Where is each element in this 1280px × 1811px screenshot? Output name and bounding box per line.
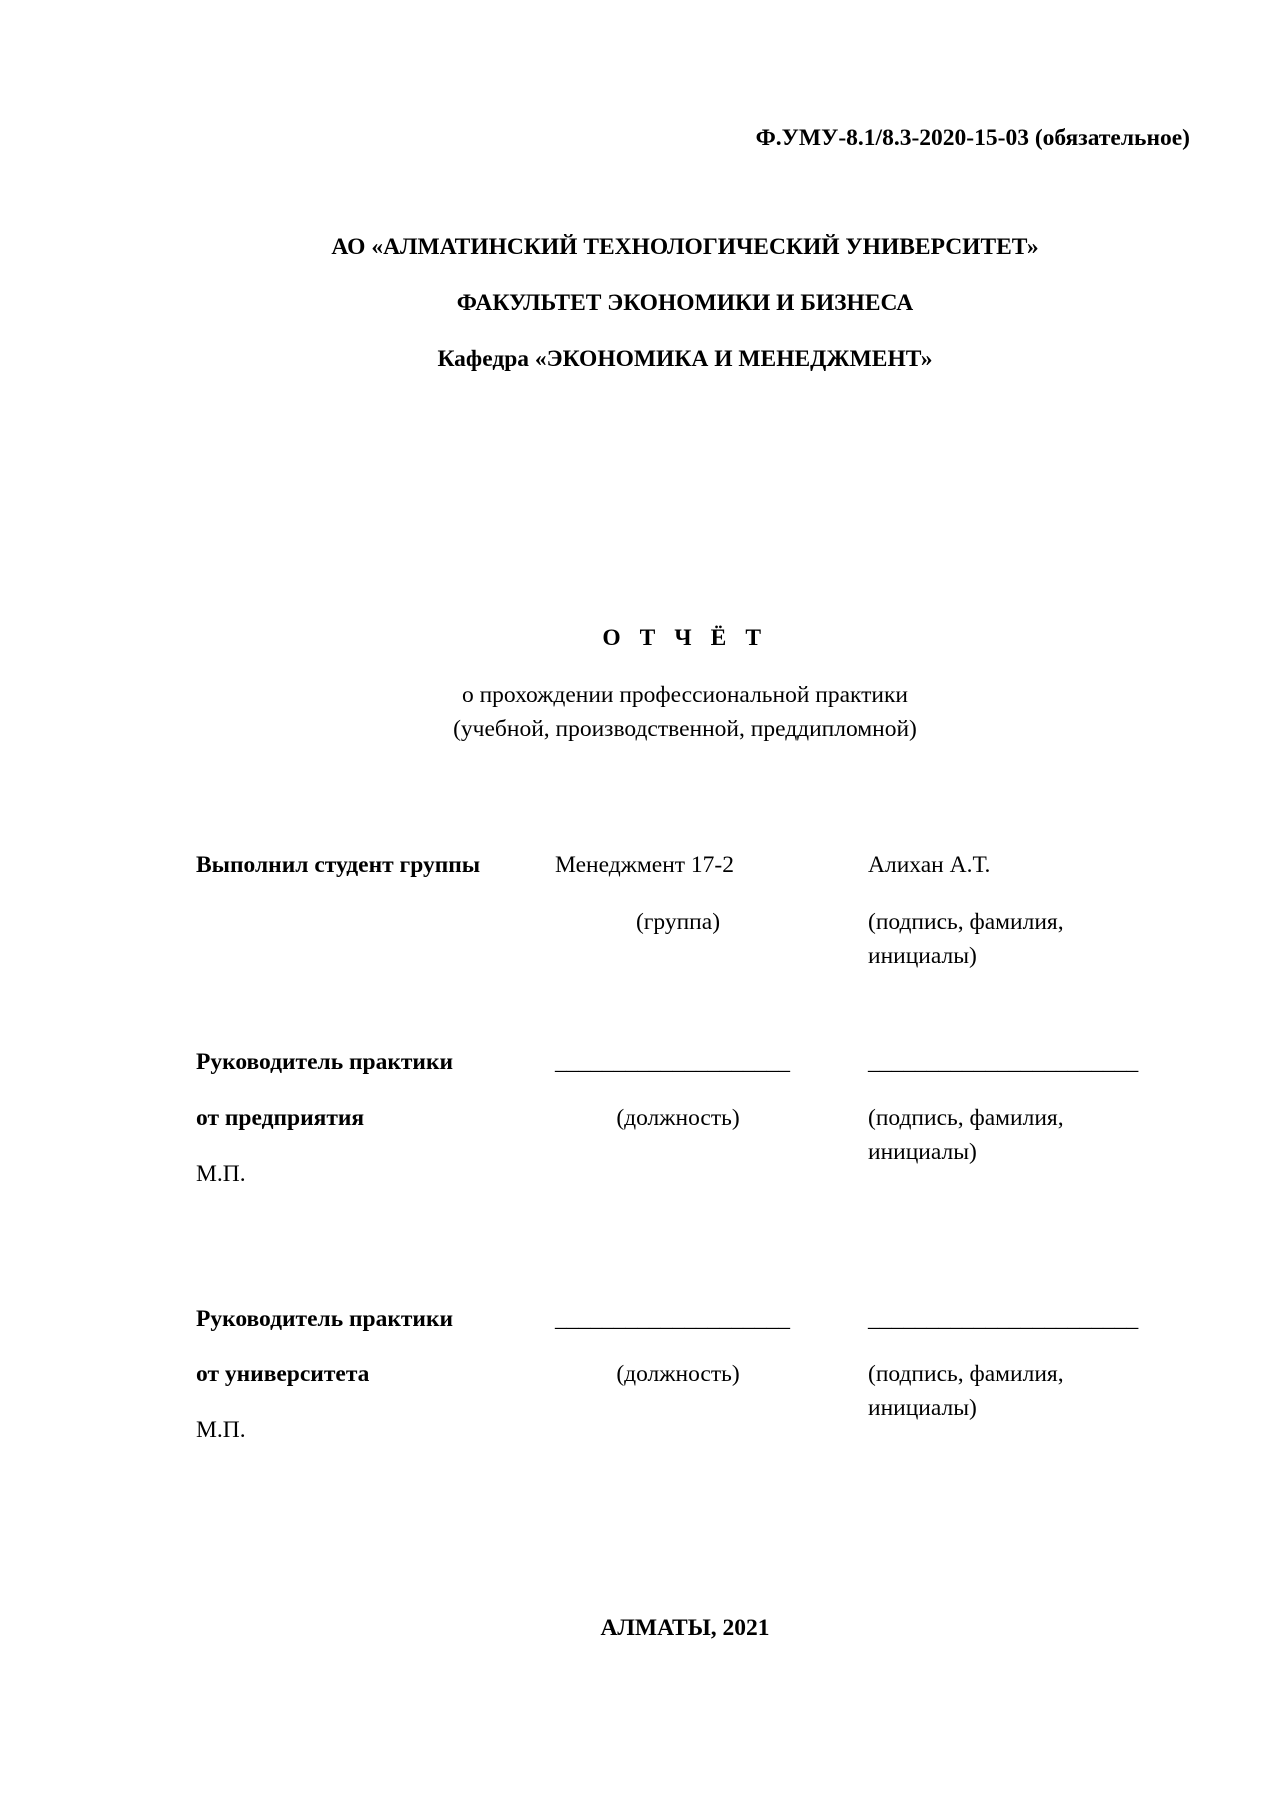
university-position-caption: (должность) (616, 1361, 740, 1387)
city-year: АЛМАТЫ, 2021 (600, 1615, 770, 1641)
student-group-value: Менеджмент 17-2 (555, 852, 735, 878)
enterprise-stamp-label: М.П. (196, 1161, 246, 1187)
enterprise-signature-caption: (подпись, фамилия, инициалы) (868, 1105, 1064, 1166)
university-position-blank: ____________________ (555, 1306, 790, 1332)
university-signature-blank: _______________________ (868, 1306, 1139, 1332)
report-title: О Т Ч Ё Т (602, 625, 768, 651)
student-name-value: Алихан А.Т. (868, 852, 991, 878)
enterprise-supervisor-label-line2: от предприятия (196, 1105, 365, 1131)
report-subtitle-line2: (учебной, производственной, преддипломной) (453, 716, 917, 742)
student-group-caption: (группа) (635, 909, 721, 935)
department-name: Кафедра «ЭКОНОМИКА И МЕНЕДЖМЕНТ» (437, 346, 933, 372)
enterprise-supervisor-label: Руководитель практики (196, 1049, 454, 1075)
enterprise-position-caption: (должность) (616, 1105, 740, 1131)
student-label: Выполнил студент группы (196, 852, 481, 878)
enterprise-position-blank: ____________________ (555, 1049, 790, 1075)
university-supervisor-label: Руководитель практики (196, 1306, 454, 1332)
enterprise-signature-blank: _______________________ (868, 1049, 1139, 1075)
faculty-name: ФАКУЛЬТЕТ ЭКОНОМИКИ И БИЗНЕСА (456, 290, 914, 316)
university-supervisor-label-line2: от университета (196, 1361, 370, 1387)
report-subtitle-line1: о прохождении профессиональной практики (461, 682, 908, 708)
university-name: АО «АЛМАТИНСКИЙ ТЕХНОЛОГИЧЕСКИЙ УНИВЕРСИТЕТ» (331, 234, 1039, 260)
student-name-caption: (подпись, фамилия, инициалы) (868, 909, 1064, 970)
university-signature-caption: (подпись, фамилия, инициалы) (868, 1361, 1064, 1422)
university-stamp-label: М.П. (196, 1417, 246, 1443)
form-code: Ф.УМУ-8.1/8.3-2020-15-03 (обязательное) (755, 125, 1190, 151)
